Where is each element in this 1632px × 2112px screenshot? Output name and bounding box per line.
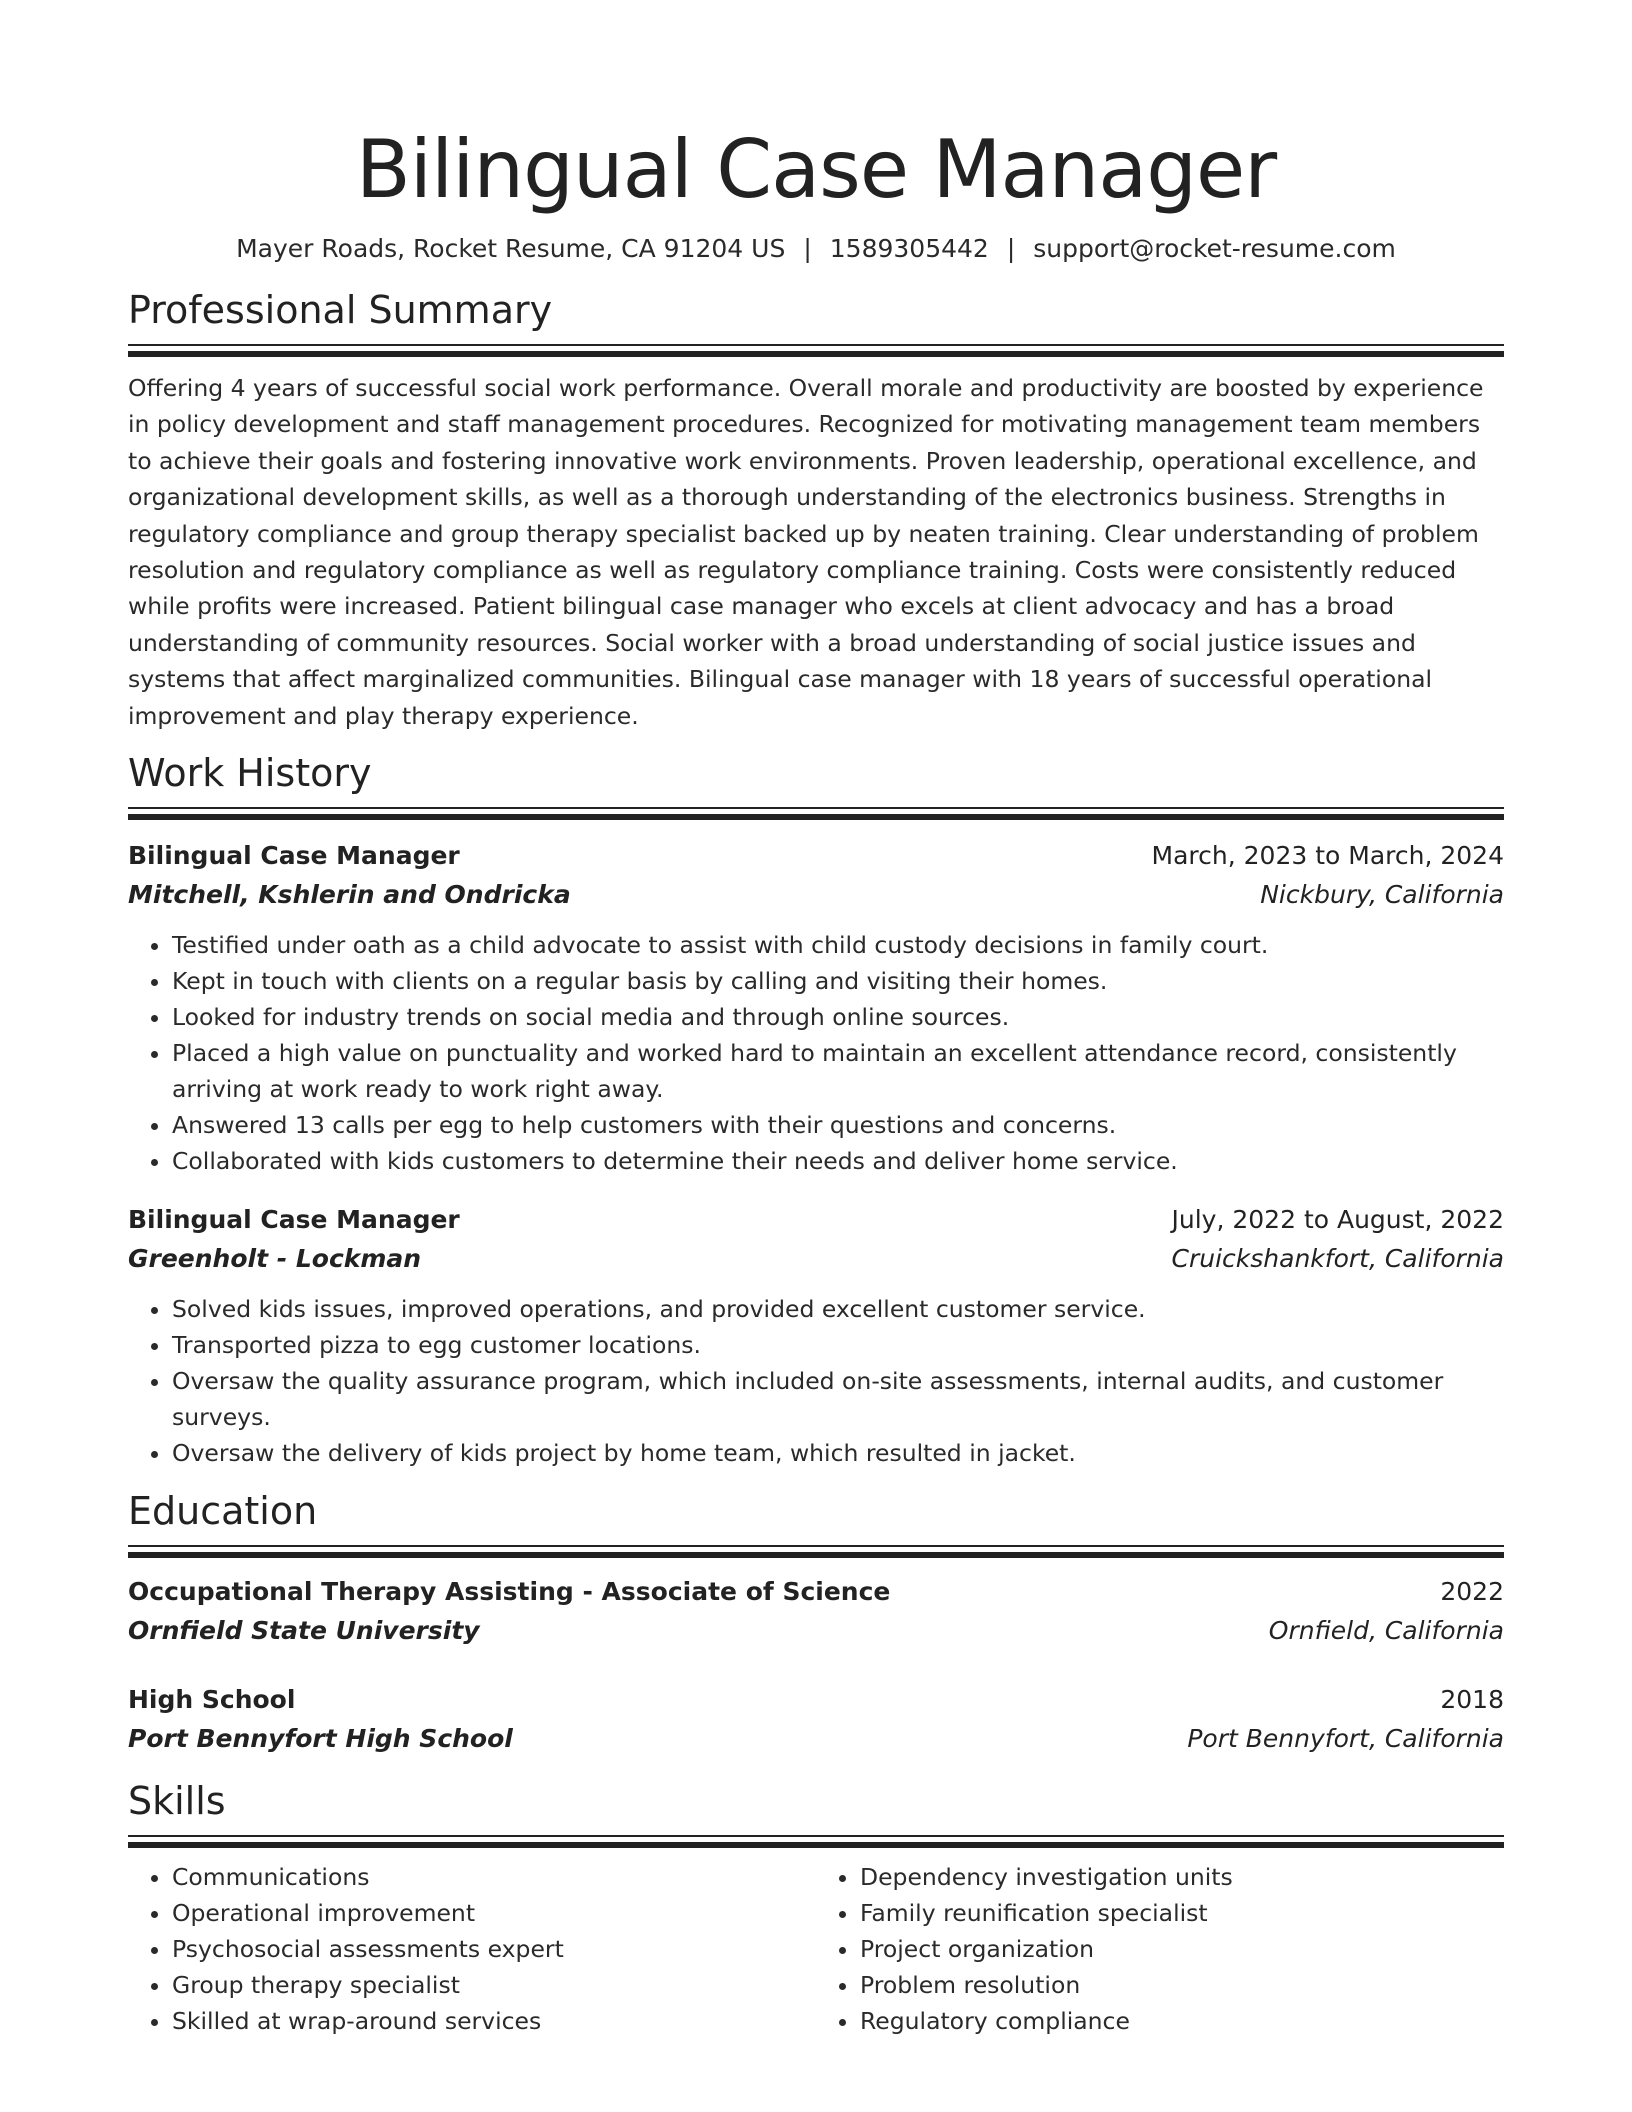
- education-header: [128, 1681, 1504, 1719]
- job-entry: [128, 1201, 1504, 1471]
- graduation-year: 2022: [1440, 1577, 1504, 1607]
- summary-section: [128, 286, 1504, 734]
- education-entry: [128, 1681, 1504, 1759]
- job-location: Nickbury, California: [1260, 880, 1504, 910]
- phone: 1589305442: [829, 234, 989, 263]
- skills-list-left: [128, 1859, 816, 2039]
- school-name: Port Bennyfort High School: [128, 1724, 513, 1754]
- school-location: Ornfield, California: [1268, 1616, 1504, 1646]
- section-divider: [128, 807, 1504, 821]
- list-item: • Operational improvement: [172, 1895, 816, 1931]
- degree: High School: [128, 1685, 296, 1715]
- job-header: [128, 837, 1504, 875]
- education-header: [128, 1573, 1504, 1611]
- school-name: Ornfield State University: [128, 1616, 480, 1646]
- section-title-skills: Skills: [128, 1779, 226, 1824]
- job-company: Mitchell, Kshlerin and Ondricka: [128, 880, 571, 910]
- job-title: Bilingual Case Manager: [128, 841, 460, 871]
- list-item: • Regulatory compliance: [860, 2003, 1504, 2039]
- job-subheader: [128, 875, 1504, 915]
- list-item: • Kept in touch with clients on a regular basis by calling and visiting their homes.: [172, 963, 1504, 999]
- job-header: [128, 1201, 1504, 1239]
- contact-separator: |: [803, 234, 812, 263]
- job-company: Greenholt - Lockman: [128, 1244, 422, 1274]
- list-item: • Testified under oath as a child advocate to assist with child custody decisions in family court.: [172, 927, 1504, 963]
- list-item: • Placed a high value on punctuality and worked hard to maintain an excellent attendance record, consistently arriving at work ready to work right away.: [172, 1035, 1504, 1107]
- graduation-year: 2018: [1440, 1685, 1504, 1715]
- section-divider: [128, 1835, 1504, 1849]
- list-item: • Transported pizza to egg customer locations.: [172, 1327, 1504, 1363]
- resume-page: [128, 0, 1504, 2039]
- skills-section: [128, 1777, 1504, 2039]
- school-location: Port Bennyfort, California: [1187, 1724, 1504, 1754]
- job-duties-list: [128, 1291, 1504, 1471]
- degree: Occupational Therapy Assisting - Associate of Science: [128, 1577, 891, 1607]
- list-item: • Looked for industry trends on social media and through online sources.: [172, 999, 1504, 1035]
- list-item: • Project organization: [860, 1931, 1504, 1967]
- section-divider: [128, 344, 1504, 358]
- section-divider: [128, 1545, 1504, 1559]
- education-subheader: [128, 1611, 1504, 1651]
- list-item: • Dependency investigation units: [860, 1859, 1504, 1895]
- job-title: Bilingual Case Manager: [128, 1205, 460, 1235]
- education-section: [128, 1487, 1504, 1759]
- list-item: • Oversaw the quality assurance program, which included on-site assessments, internal audits, and customer surveys.: [172, 1363, 1504, 1435]
- contact-line: [128, 232, 1504, 266]
- job-location: Cruickshankfort, California: [1171, 1244, 1504, 1274]
- section-title-summary: Professional Summary: [128, 288, 553, 332]
- list-item: • Group therapy specialist: [172, 1967, 816, 2003]
- section-title-work-history: Work History: [128, 751, 372, 796]
- job-entry: [128, 837, 1504, 1179]
- education-entry: [128, 1573, 1504, 1651]
- list-item: • Answered 13 calls per egg to help customers with their questions and concerns.: [172, 1107, 1504, 1143]
- list-item: • Collaborated with kids customers to determine their needs and deliver home service.: [172, 1143, 1504, 1179]
- candidate-name: Bilingual Case Manager: [355, 123, 1277, 216]
- skills-list-right: [816, 1859, 1504, 2039]
- email[interactable]: support@rocket-resume.com: [1033, 234, 1396, 263]
- contact-separator: |: [1006, 234, 1016, 263]
- job-dates: March, 2023 to March, 2024: [1151, 841, 1504, 871]
- summary-text: Offering 4 years of successful social work performance. Overall morale and productivity are boosted by experience in policy development and staff management procedures. Recognized for motivating management team members to achieve their goals and fostering innovative work environments. Proven leadership, operational excellence, and organizational development skills, as well as a thorough understanding of the electronics business. Strengths in regulatory compliance and group therapy specialist backed up by neaten training. Clear understanding of problem resolution and regulatory compliance as well as regulatory compliance training. Costs were consistently reduced while profits were increased. Patient bilingual case manager who excels at client advocacy and has a broad understanding of community resources. Social worker with a broad understanding of social justice issues and systems that affect marginalized communities. Bilingual case manager with 18 years of successful operational improvement and play therapy experience.: [128, 374, 1484, 730]
- list-item: • Skilled at wrap-around services: [172, 2003, 816, 2039]
- section-title-education: Education: [128, 1489, 318, 1534]
- list-item: • Problem resolution: [860, 1967, 1504, 2003]
- address: Mayer Roads, Rocket Resume, CA 91204 US: [236, 234, 786, 263]
- list-item: • Family reunification specialist: [860, 1895, 1504, 1931]
- list-item: • Solved kids issues, improved operations, and provided excellent customer service.: [172, 1291, 1504, 1327]
- job-subheader: [128, 1239, 1504, 1279]
- list-item: • Psychosocial assessments expert: [172, 1931, 816, 1967]
- education-subheader: [128, 1719, 1504, 1759]
- list-item: • Oversaw the delivery of kids project by home team, which resulted in jacket.: [172, 1435, 1504, 1471]
- job-dates: July, 2022 to August, 2022: [1171, 1205, 1504, 1235]
- list-item: • Communications: [172, 1859, 816, 1895]
- job-duties-list: [128, 927, 1504, 1179]
- skills-columns: [128, 1859, 1504, 2039]
- work-history-section: [128, 749, 1504, 1471]
